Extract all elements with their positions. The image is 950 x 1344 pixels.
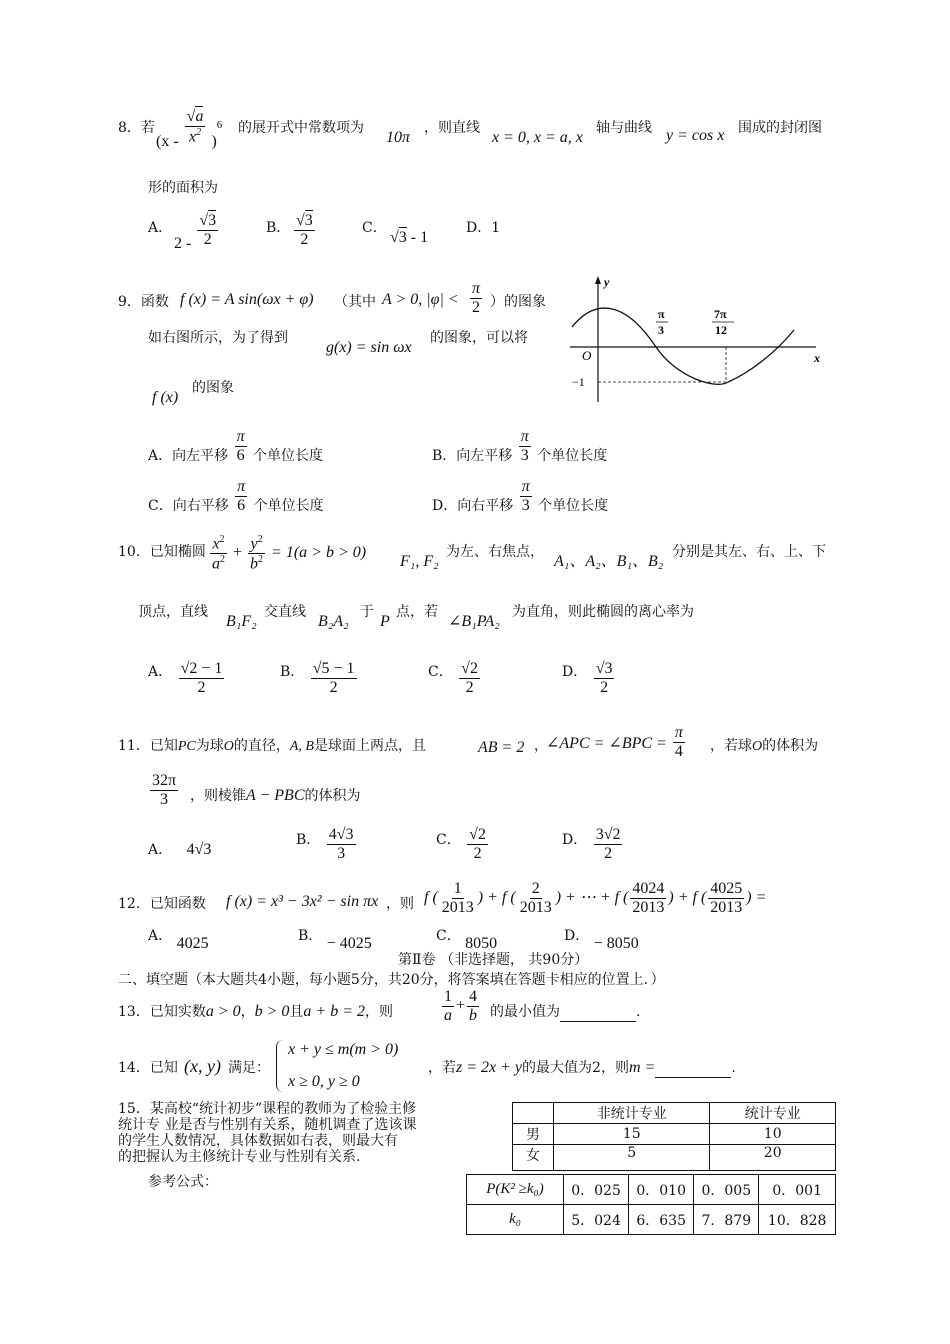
q8-text-c: 轴与曲线 [596, 120, 652, 136]
q10-line-b1f2: B₁F₂ [226, 613, 257, 630]
table-row [467, 1205, 836, 1235]
y-axis-arrow [595, 276, 601, 284]
q10-option-d: D． $\frac{√3}{2}$ [562, 660, 613, 696]
q8-binomial: (x - $\frac{√a}{x^2}$ )$^6$ [156, 108, 223, 151]
q9-cond-post: ）的图象 [490, 294, 546, 310]
q9-graph [566, 272, 836, 412]
q9-cond-frac: $\frac{\pi}{2}$ [472, 280, 481, 316]
q10-l2g: 点，若 [396, 604, 438, 620]
q9-cond-pre: （其中 [334, 294, 376, 310]
q10-t2: 分别是其左、右、上、下 [672, 544, 826, 560]
table-row [513, 1124, 836, 1145]
q8-line1 [118, 118, 155, 138]
q8-option-c: C． [362, 220, 387, 236]
table-cell: 5 [554, 1145, 710, 1171]
q15-ref: 参考公式： [148, 1174, 218, 1190]
q12-sum: f ( $\frac{1}{2013}$ ) + f ( $\frac{2}{2013}$ ) + ⋯ + f ( $\frac{4024}{2013}$ ) + f ( $\frac{4025}{2013}$ ) = [424, 880, 767, 916]
q13-answer-blank[interactable] [560, 1007, 636, 1022]
q11-line1-end: ，若球O的体积为 [710, 738, 819, 754]
critical-value-table [466, 1174, 836, 1235]
section-title: 第Ⅱ卷 （非选择题， 共90分） [398, 952, 589, 968]
q14-xy: (x, y) [184, 1056, 221, 1076]
table-cell: 女 [513, 1145, 554, 1171]
q10-foci: F₁, F₂ [400, 553, 439, 570]
x-label: x [814, 351, 820, 365]
q10-number: 10．已知椭圆 [118, 544, 206, 560]
table-cell: P(K² ≥k₀) [467, 1175, 564, 1205]
q15-line1: 15．某高校“统计初步”课程的教师为了检验主修 [118, 1101, 417, 1117]
q14-constraint-2: x ≥ 0, y ≥ 0 [288, 1073, 360, 1090]
q10-line-b2a2: B₂A₂ [318, 613, 349, 630]
q9-g: g(x) = sin ωx [326, 339, 412, 356]
table-row [513, 1145, 836, 1171]
q9-option-d: D．向右平移 $\frac{\pi}{3}$ 个单位长度 [432, 478, 609, 515]
table-cell: 5．024 [564, 1205, 629, 1235]
tick-pi3-num: π [658, 307, 665, 321]
y-label: y [604, 275, 610, 289]
q14-number: 14．已知 [118, 1060, 178, 1076]
q10-l2i: 为直角，则此椭圆的离心率为 [512, 604, 694, 620]
q11-line1: 11．已知PC为球O的直径，A, B是球面上两点，且 [118, 738, 426, 754]
table-cell: 10 [710, 1124, 836, 1145]
table-cell [513, 1103, 554, 1124]
q11-volume: $\frac{32\pi}{3}$ [152, 772, 177, 808]
q13-expression: $\frac{1}{a}$ + $\frac{4}{b}$ [444, 988, 478, 1024]
table-cell: k₀ [467, 1205, 564, 1235]
q10-l2e: 于 [360, 604, 374, 620]
tick-pi3-den: 3 [658, 323, 664, 337]
q9-option-a: A．向左平移 $\frac{\pi}{6}$ 个单位长度 [148, 428, 324, 465]
q13-tail: 的最小值为 . [490, 1004, 641, 1020]
q8-number: 8．若 [118, 120, 155, 136]
table-row [513, 1103, 836, 1124]
q12-option-a: A． 4025 [148, 928, 209, 952]
tick-7pi12-num: 7π [714, 307, 727, 321]
table-cell: 统计专业 [710, 1103, 836, 1124]
q8-option-b-value: $\frac{√3}{2}$ [296, 212, 313, 248]
q8-option-a-value: 2 - $\frac{√3}{2}$ [174, 212, 217, 252]
table-cell: 6．635 [629, 1205, 694, 1235]
q10-angle: ∠B₁PA₂ [448, 613, 500, 630]
q10-line2: 顶点，直线 [138, 604, 208, 620]
q11-option-d: D． $\frac{3√2}{2}$ [562, 826, 621, 862]
q8-lines: x = 0, x = a, x [492, 129, 583, 146]
part-heading: 二、填空题（本大题共4小题，每小题5分，共20分，将答案填在答题卡相应的位置上．） [118, 972, 665, 988]
q9-number: 9．函数 [118, 294, 169, 310]
q10-t1: 为左、右焦点， [446, 544, 544, 560]
table-cell: 0．010 [629, 1175, 694, 1205]
q10-option-a: A． $\frac{√2 - 1}{2}$ [148, 660, 223, 696]
q8-text-d: 围成的封闭图 [738, 120, 822, 136]
table-cell: 0．005 [694, 1175, 759, 1205]
q10-ellipse: $\frac{x^2}{a^2}$ + $\frac{y^2}{b^2}$ = 1(a > b > 0) [212, 534, 367, 573]
q14-tail: ，若z = 2x + y的最大值为2，则m = . [428, 1059, 736, 1076]
q15-line4: 的把握认为主修统计专业与性别有关系. [118, 1149, 361, 1165]
table-cell: 10．828 [759, 1205, 836, 1235]
q9-cond: A > 0, |φ| < [382, 291, 459, 308]
q8-curve: y = cos x [666, 127, 725, 144]
q12-then: ，则 [386, 896, 414, 912]
q11-option-c: C． $\frac{√2}{2}$ [436, 826, 486, 862]
table-cell: 0．001 [759, 1175, 836, 1205]
q11-option-a: A． 4√3 [148, 841, 212, 858]
q9-option-b: B．向左平移 $\frac{\pi}{3}$ 个单位长度 [432, 428, 608, 465]
table-cell: 非统计专业 [554, 1103, 710, 1124]
q12-option-d: D． − 8050 [564, 928, 639, 952]
q11-ab-eq: AB = 2 [478, 739, 525, 756]
q11-comma: ， [534, 738, 548, 754]
q9-line2a: 如右图所示，为了得到 [148, 330, 288, 346]
tick-7pi12-den: 12 [715, 323, 727, 337]
q8-value: 10π [386, 129, 411, 146]
q14-brace [276, 1040, 283, 1092]
q12-function: f (x) = x³ − 3x² − sin πx [226, 893, 379, 910]
q15-line2: 统计专 业是否与性别有关系，随机调查了选该课 [118, 1117, 417, 1133]
q15-line3: 的学生人数情况，具体数据如右表，则最大有 [118, 1133, 398, 1149]
q9-line2b: 的图象，可以将 [430, 330, 528, 346]
q10-points: A₁、A₂、B₁、B₂ [554, 553, 664, 570]
q8-option-a: A． [148, 220, 173, 236]
q14-constraint-1: x + y ≤ m(m > 0) [288, 1041, 399, 1058]
q8-option-d: D．1 [466, 220, 501, 236]
q10-point-p: P [380, 613, 390, 630]
table-cell: 男 [513, 1124, 554, 1145]
q9-func: f (x) = A sin(ωx + φ) [180, 291, 314, 308]
table-cell: 7．879 [694, 1205, 759, 1235]
q9-line3: 的图象 [192, 380, 234, 396]
q11-angle: ∠APC = ∠BPC = $\frac{\pi}{4}$ [546, 724, 683, 760]
q8-text-b: ，则直线 [424, 120, 480, 136]
q8-option-c-value: √3 - 1 [390, 229, 429, 246]
table-row [467, 1175, 836, 1205]
q12-option-b: B． − 4025 [298, 928, 372, 952]
q10-option-c: C． $\frac{√2}{2}$ [428, 660, 478, 696]
q9-fx: f (x) [152, 389, 179, 406]
q14-answer-blank[interactable] [655, 1063, 731, 1078]
q14-satisfy: 满足： [228, 1060, 270, 1076]
q9-option-c: C．向右平移 $\frac{\pi}{6}$ 个单位长度 [148, 478, 324, 515]
q10-option-b: B． $\frac{√5 - 1}{2}$ [280, 660, 355, 696]
q12-number: 12．已知函数 [118, 896, 206, 912]
table-cell: 20 [710, 1145, 836, 1171]
q8-option-b: B． [266, 220, 291, 236]
q11-line2: ，则棱锥A − PBC的体积为 [190, 787, 361, 804]
q12-option-c: C． 8050 [436, 928, 498, 952]
q10-l2c: 交直线 [264, 604, 306, 620]
q13: 13．已知实数a > 0，b > 0且a + b = 2，则 [118, 1003, 394, 1020]
q8-text: 的展开式中常数项为 [238, 120, 364, 136]
contingency-table [512, 1102, 836, 1171]
min-label: −1 [572, 375, 585, 389]
sine-curve [572, 308, 794, 384]
q8-line2: 形的面积为 [148, 180, 218, 196]
q11-option-b: B． $\frac{4√3}{3}$ [296, 826, 354, 862]
table-cell: 15 [554, 1124, 710, 1145]
table-cell: 0．025 [564, 1175, 629, 1205]
origin-label: O [582, 348, 592, 363]
